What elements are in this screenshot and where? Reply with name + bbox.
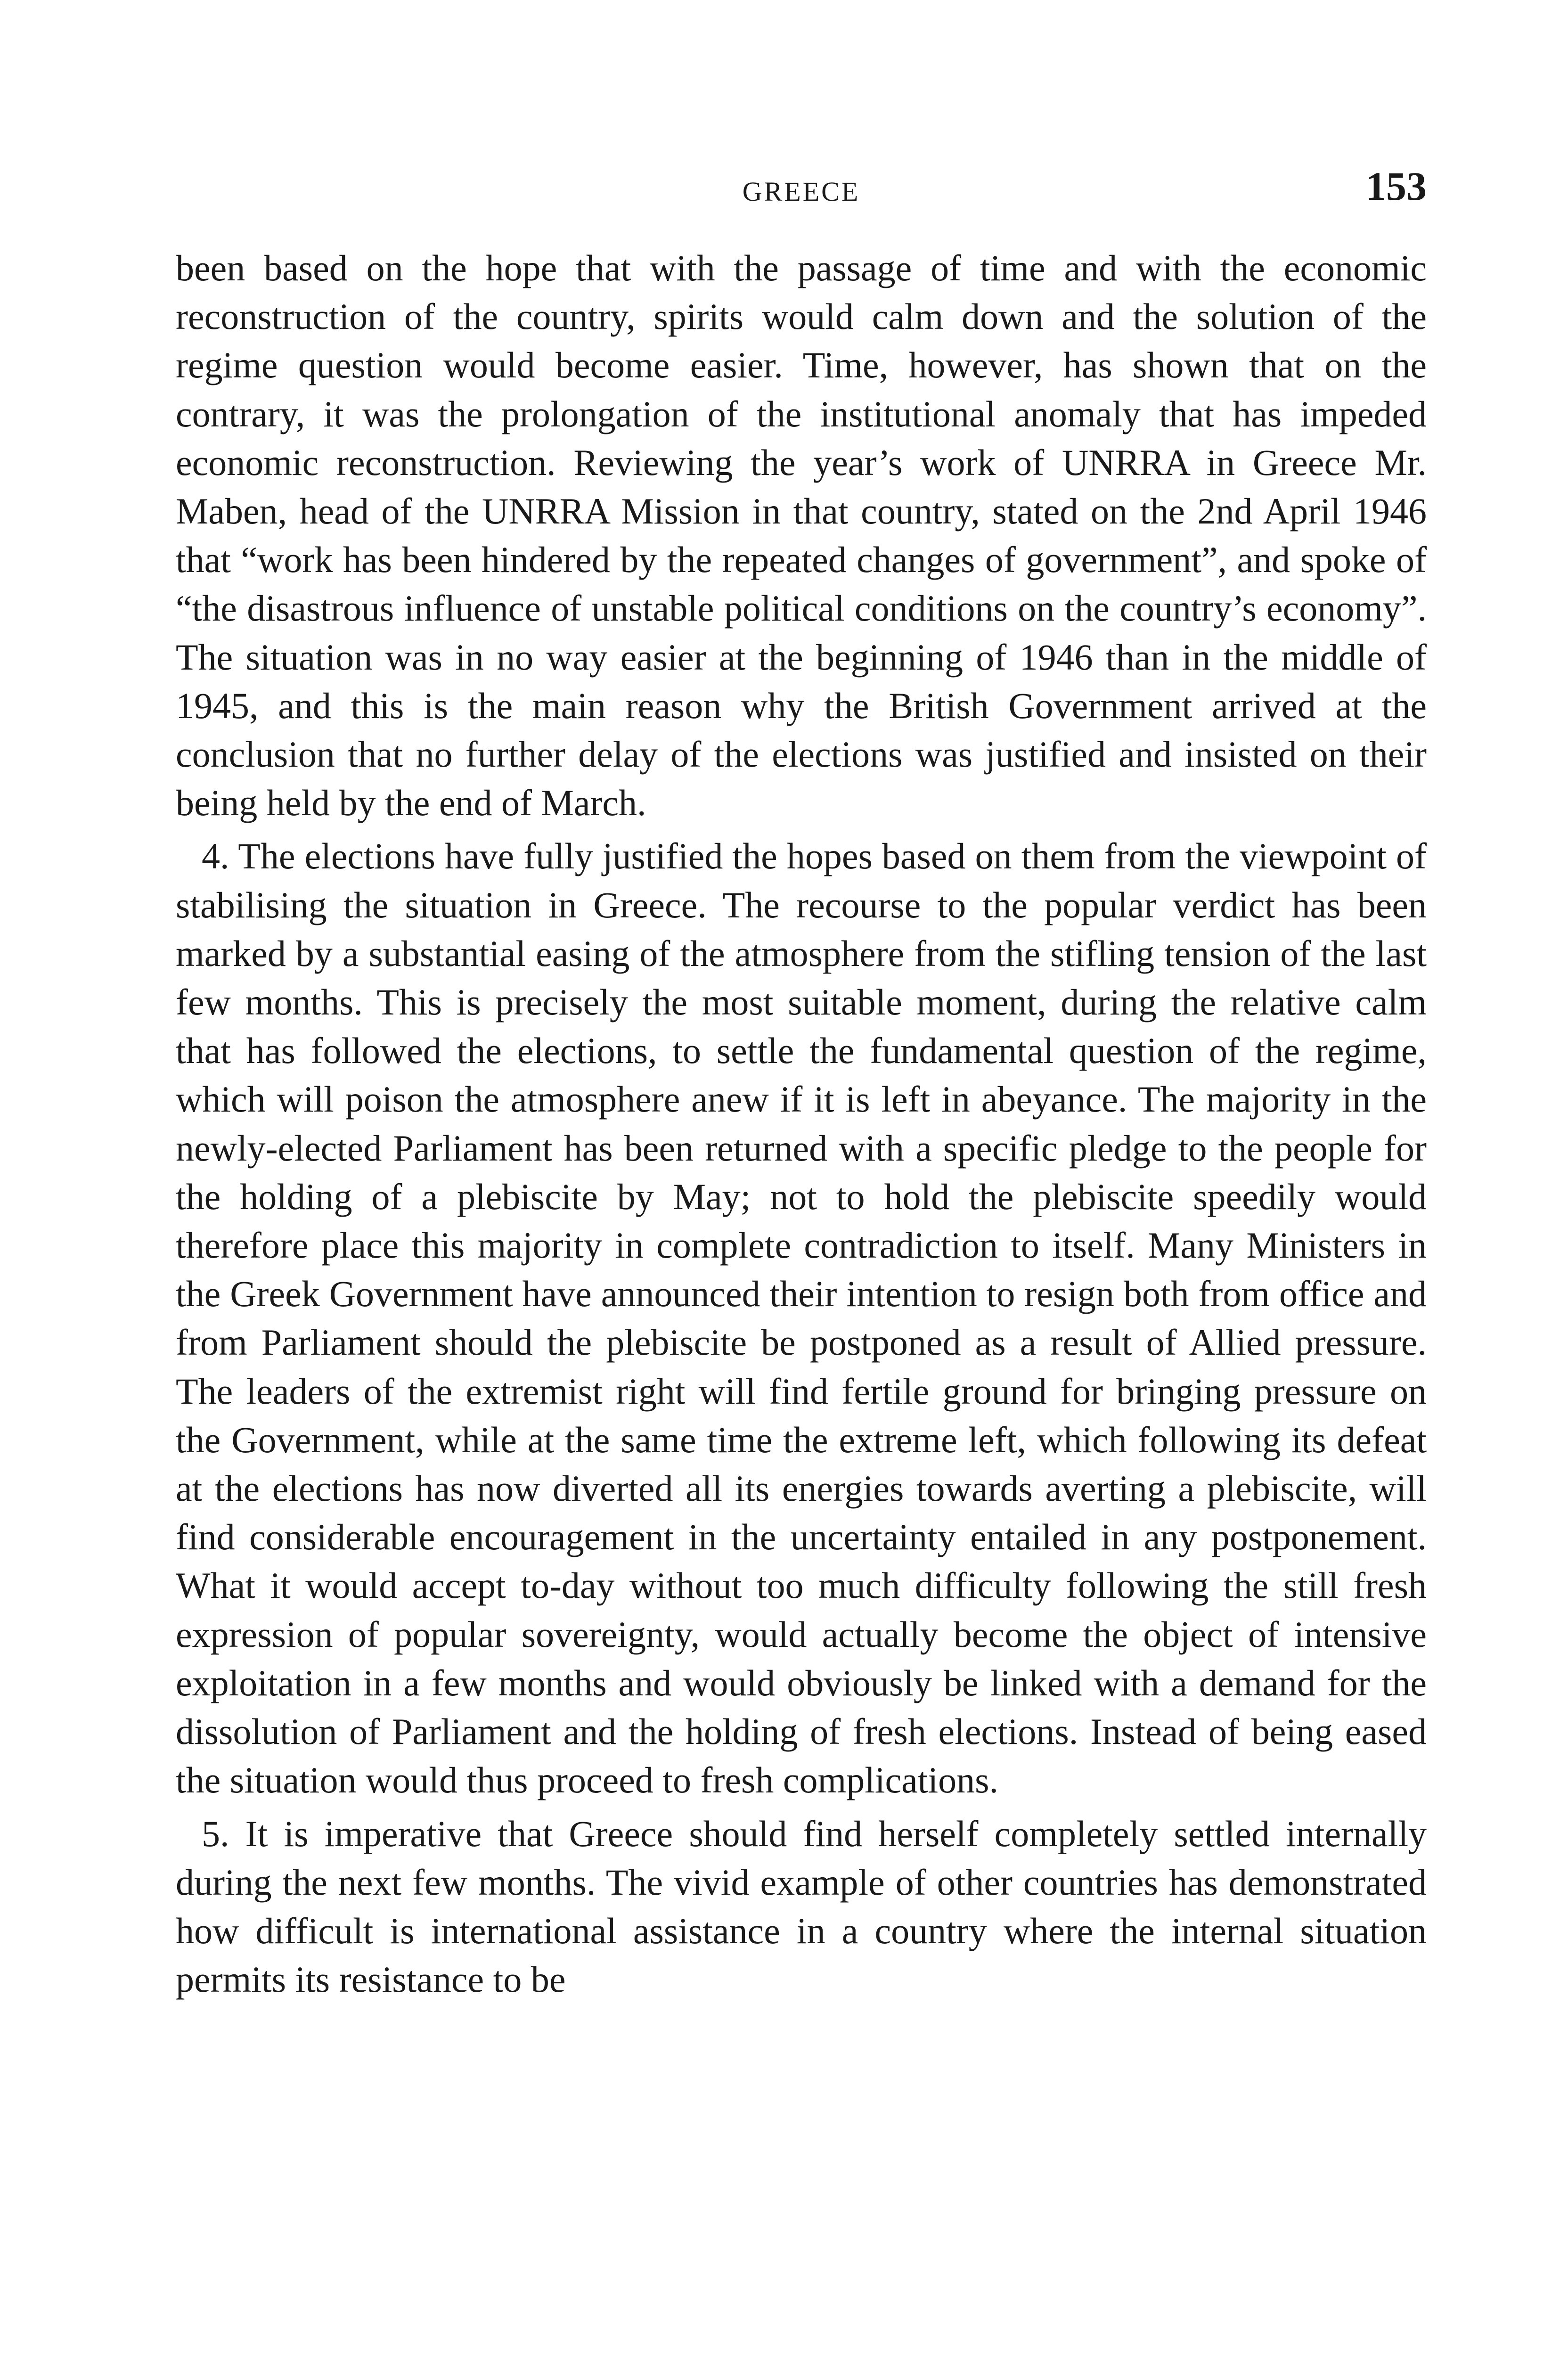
page-header (176, 163, 1427, 214)
page-number: 153 (1366, 164, 1427, 209)
running-head: GREECE (742, 176, 860, 207)
paragraph-5: 5. It is imperative that Greece should find herself completely settled internally during the next few months. The vivid example of other countries has demonstrated how difficult is international assistance in a country where the internal situation permits its resistance to be (176, 1813, 1427, 2000)
text-body (176, 244, 1427, 2004)
paragraph-continued: been based on the hope that with the passage of time and with the economic reconstruction of the country, spirits would calm down and the solution of the regime question would become easier. Time, however, has shown that on the contrary, it was the prolongation of the institutional anomaly that has impeded economic reconstruction. Reviewing the year’s work of UNRRA in Greece Mr. Maben, head of the UNRRA Mission in that country, stated on the 2nd April 1946 that “work has been hindered by the repeated changes of government”, and spoke of “the disastrous influence of unstable political conditions on the country’s economy”. The situation was in no way easier at the beginning of 1946 than in the middle of 1945, and this is the main reason why the British Government arrived at the conclusion that no further delay of the elections was justified and insisted on their being held by the end of March. (176, 247, 1427, 824)
paragraph-4: 4. The elections have fully justified the hopes based on them from the viewpoint of stabilising the situation in Greece. The recourse to the popular verdict has been marked by a substantial easing of the atmosphere from the stifling tension of the last few months. This is precisely the most suitable moment, during the relative calm that has followed the elections, to settle the fundamental question of the regime, which will poison the atmosphere anew if it is left in abeyance. The majority in the newly-elected Parliament has been returned with a specific pledge to the people for the holding of a plebiscite by May; not to hold the plebiscite speedily would therefore place this majority in complete contradiction to itself. Many Ministers in the Greek Government have announced their intention to resign both from office and from Parliament should the plebiscite be postponed as a result of Allied pressure. The leaders of the extremist right will find fertile ground for bringing pressure on the Government, while at the same time the extreme left, which following its defeat at the elections has now diverted all its energies towards averting a plebiscite, will find considerable encouragement in the uncertainty entailed in any postponement. What it would accept to-day without too much difficulty following the still fresh expression of popular sovereignty, would actually become the object of intensive exploitation in a few months and would obviously be linked with a demand for the dissolution of Parliament and the holding of fresh elections. Instead of being eased the situation would thus proceed to fresh complications. (176, 835, 1427, 1801)
